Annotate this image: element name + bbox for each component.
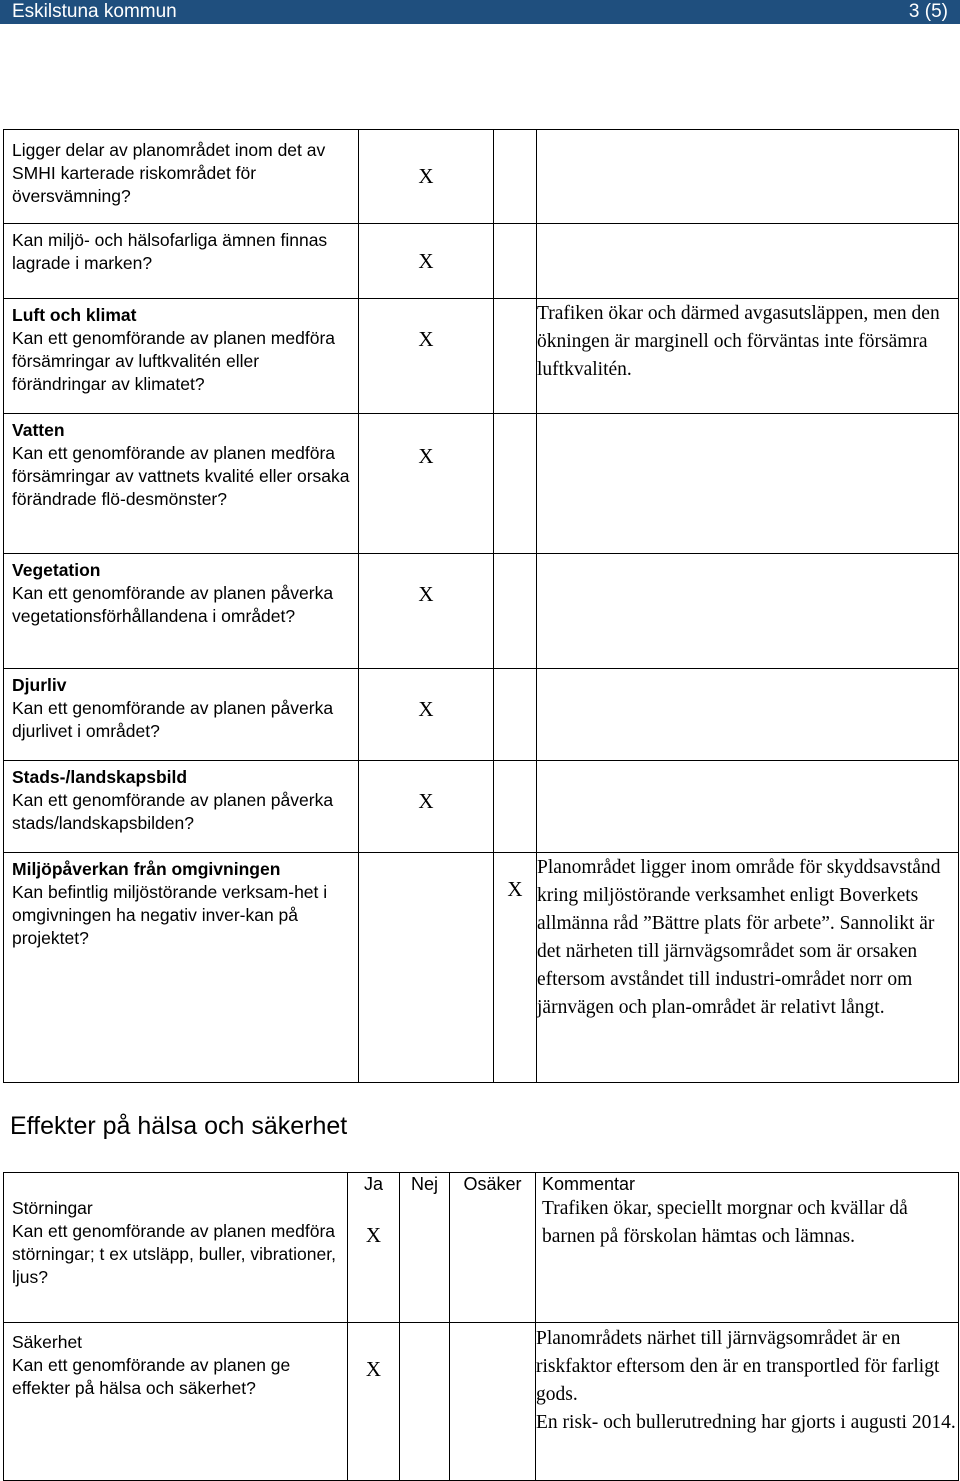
question-cell bbox=[4, 130, 358, 208]
question-text: Kan ett genomförande av planen påverka vegetationsförhållandena i området? bbox=[12, 583, 334, 626]
question-title: Djurliv bbox=[12, 675, 67, 695]
table-row bbox=[4, 669, 959, 761]
question-text: Ligger delar av planområdet inom det av SMHI karterade riskområdet för översvämning? bbox=[12, 140, 326, 206]
nej-cell bbox=[494, 669, 537, 761]
question-title: Miljöpåverkan från omgivningen bbox=[12, 859, 281, 879]
comment-cell: Trafiken ökar, speciellt morgnar och kvällar då barnen på förskolan hämtas och lämnas. bbox=[542, 1198, 908, 1247]
comment-cell bbox=[537, 669, 959, 761]
comment-cell bbox=[537, 130, 959, 224]
question-cell bbox=[4, 224, 358, 275]
question-text: Kan ett genomförande av planen påverka stads/landskapsbilden? bbox=[12, 790, 334, 833]
column-header-kommentar: Kommentar bbox=[542, 1174, 636, 1194]
ja-cell: X bbox=[359, 414, 494, 554]
comment-cell bbox=[537, 554, 959, 669]
table-row bbox=[4, 1323, 959, 1481]
column-header-nej: Nej bbox=[410, 1174, 438, 1194]
ja-cell: X bbox=[365, 1223, 382, 1247]
question-title: Luft och klimat bbox=[12, 305, 137, 325]
question-cell bbox=[4, 1173, 347, 1289]
question-cell bbox=[4, 669, 358, 743]
question-cell bbox=[4, 299, 358, 396]
column-header-ja: Ja bbox=[363, 1174, 383, 1194]
question-cell bbox=[4, 761, 358, 835]
nej-cell bbox=[494, 414, 537, 554]
table-row bbox=[4, 299, 959, 414]
table-row bbox=[4, 224, 959, 299]
table-row bbox=[4, 1173, 959, 1323]
ja-cell: X bbox=[359, 130, 494, 224]
comment-cell bbox=[537, 761, 959, 853]
comment-cell: Planområdet ligger inom område för skyddsavstånd kring miljöstörande verksamhet enligt Boverkets allmänna råd ”Bättre plats för arbete”. Sannolikt är det närheten till järnvägsområdet som är orsaken eftersom avståndet till industri-området norr om järnvägen och plan-området är relativt långt. bbox=[537, 853, 959, 1083]
ja-cell bbox=[359, 853, 494, 1083]
nej-cell bbox=[494, 761, 537, 853]
environment-table bbox=[3, 129, 959, 1083]
osaker-cell bbox=[450, 1323, 536, 1481]
comment-cell: Trafiken ökar och därmed avgasutsläppen, men den ökningen är marginell och förväntas inte försämra luftkvalitén. bbox=[537, 299, 959, 414]
section-title: Effekter på hälsa och säkerhet bbox=[10, 1112, 348, 1140]
table-row bbox=[4, 414, 959, 554]
ja-cell: X bbox=[359, 554, 494, 669]
question-text: Kan ett genomförande av planen medföra försämringar av vattnets kvalité eller orsaka förändrade flö-desmönster? bbox=[12, 443, 350, 509]
question-text: Kan befintlig miljöstörande verksam-het i omgivningen ha negativ inver-kan på projektet? bbox=[12, 882, 328, 948]
ja-cell: X bbox=[359, 224, 494, 299]
page-number: 3 (5) bbox=[908, 1, 948, 22]
question-text: Kan miljö- och hälsofarliga ämnen finnas lagrade i marken? bbox=[12, 230, 328, 273]
question-cell bbox=[4, 554, 358, 628]
question-title: Störningar bbox=[12, 1198, 93, 1218]
ja-cell: X bbox=[359, 669, 494, 761]
nej-cell bbox=[494, 130, 537, 224]
table-row bbox=[4, 761, 959, 853]
column-header-osaker: Osäker bbox=[463, 1174, 522, 1194]
comment-cell bbox=[537, 414, 959, 554]
comment-cell: Planområdets närhet till järnvägsområdet är en riskfaktor eftersom den är en transportled för farligt gods. En risk- och bullerutredning har gjorts i augusti 2014. bbox=[536, 1323, 959, 1481]
question-title: Stads-/landskapsbild bbox=[12, 767, 188, 787]
question-text: Kan ett genomförande av planen medföra störningar; t ex utsläpp, buller, vibrationer, ljus? bbox=[12, 1221, 336, 1287]
nej-cell bbox=[494, 299, 537, 414]
table-row bbox=[4, 853, 959, 1083]
organization-name: Eskilstuna kommun bbox=[12, 1, 177, 22]
table-row bbox=[4, 130, 959, 224]
question-cell bbox=[4, 853, 358, 950]
nej-cell bbox=[400, 1323, 450, 1481]
health-safety-table bbox=[3, 1172, 959, 1481]
comment-cell bbox=[537, 224, 959, 299]
question-title: Vegetation bbox=[12, 560, 101, 580]
question-title: Säkerhet bbox=[12, 1332, 83, 1352]
ja-cell: X bbox=[359, 761, 494, 853]
ja-cell: X bbox=[348, 1323, 400, 1481]
question-cell bbox=[4, 1323, 347, 1400]
question-title: Vatten bbox=[12, 420, 65, 440]
nej-cell bbox=[494, 224, 537, 299]
ja-cell: X bbox=[359, 299, 494, 414]
nej-cell: X bbox=[494, 853, 537, 1083]
question-cell bbox=[4, 414, 358, 511]
nej-cell bbox=[494, 554, 537, 669]
question-text: Kan ett genomförande av planen ge effekter på hälsa och säkerhet? bbox=[12, 1355, 291, 1398]
question-text: Kan ett genomförande av planen påverka djurlivet i området? bbox=[12, 698, 334, 741]
question-text: Kan ett genomförande av planen medföra försämringar av luftkvalitén eller förändringar av klimatet? bbox=[12, 328, 335, 394]
page-header bbox=[0, 0, 960, 24]
table-row bbox=[4, 554, 959, 669]
